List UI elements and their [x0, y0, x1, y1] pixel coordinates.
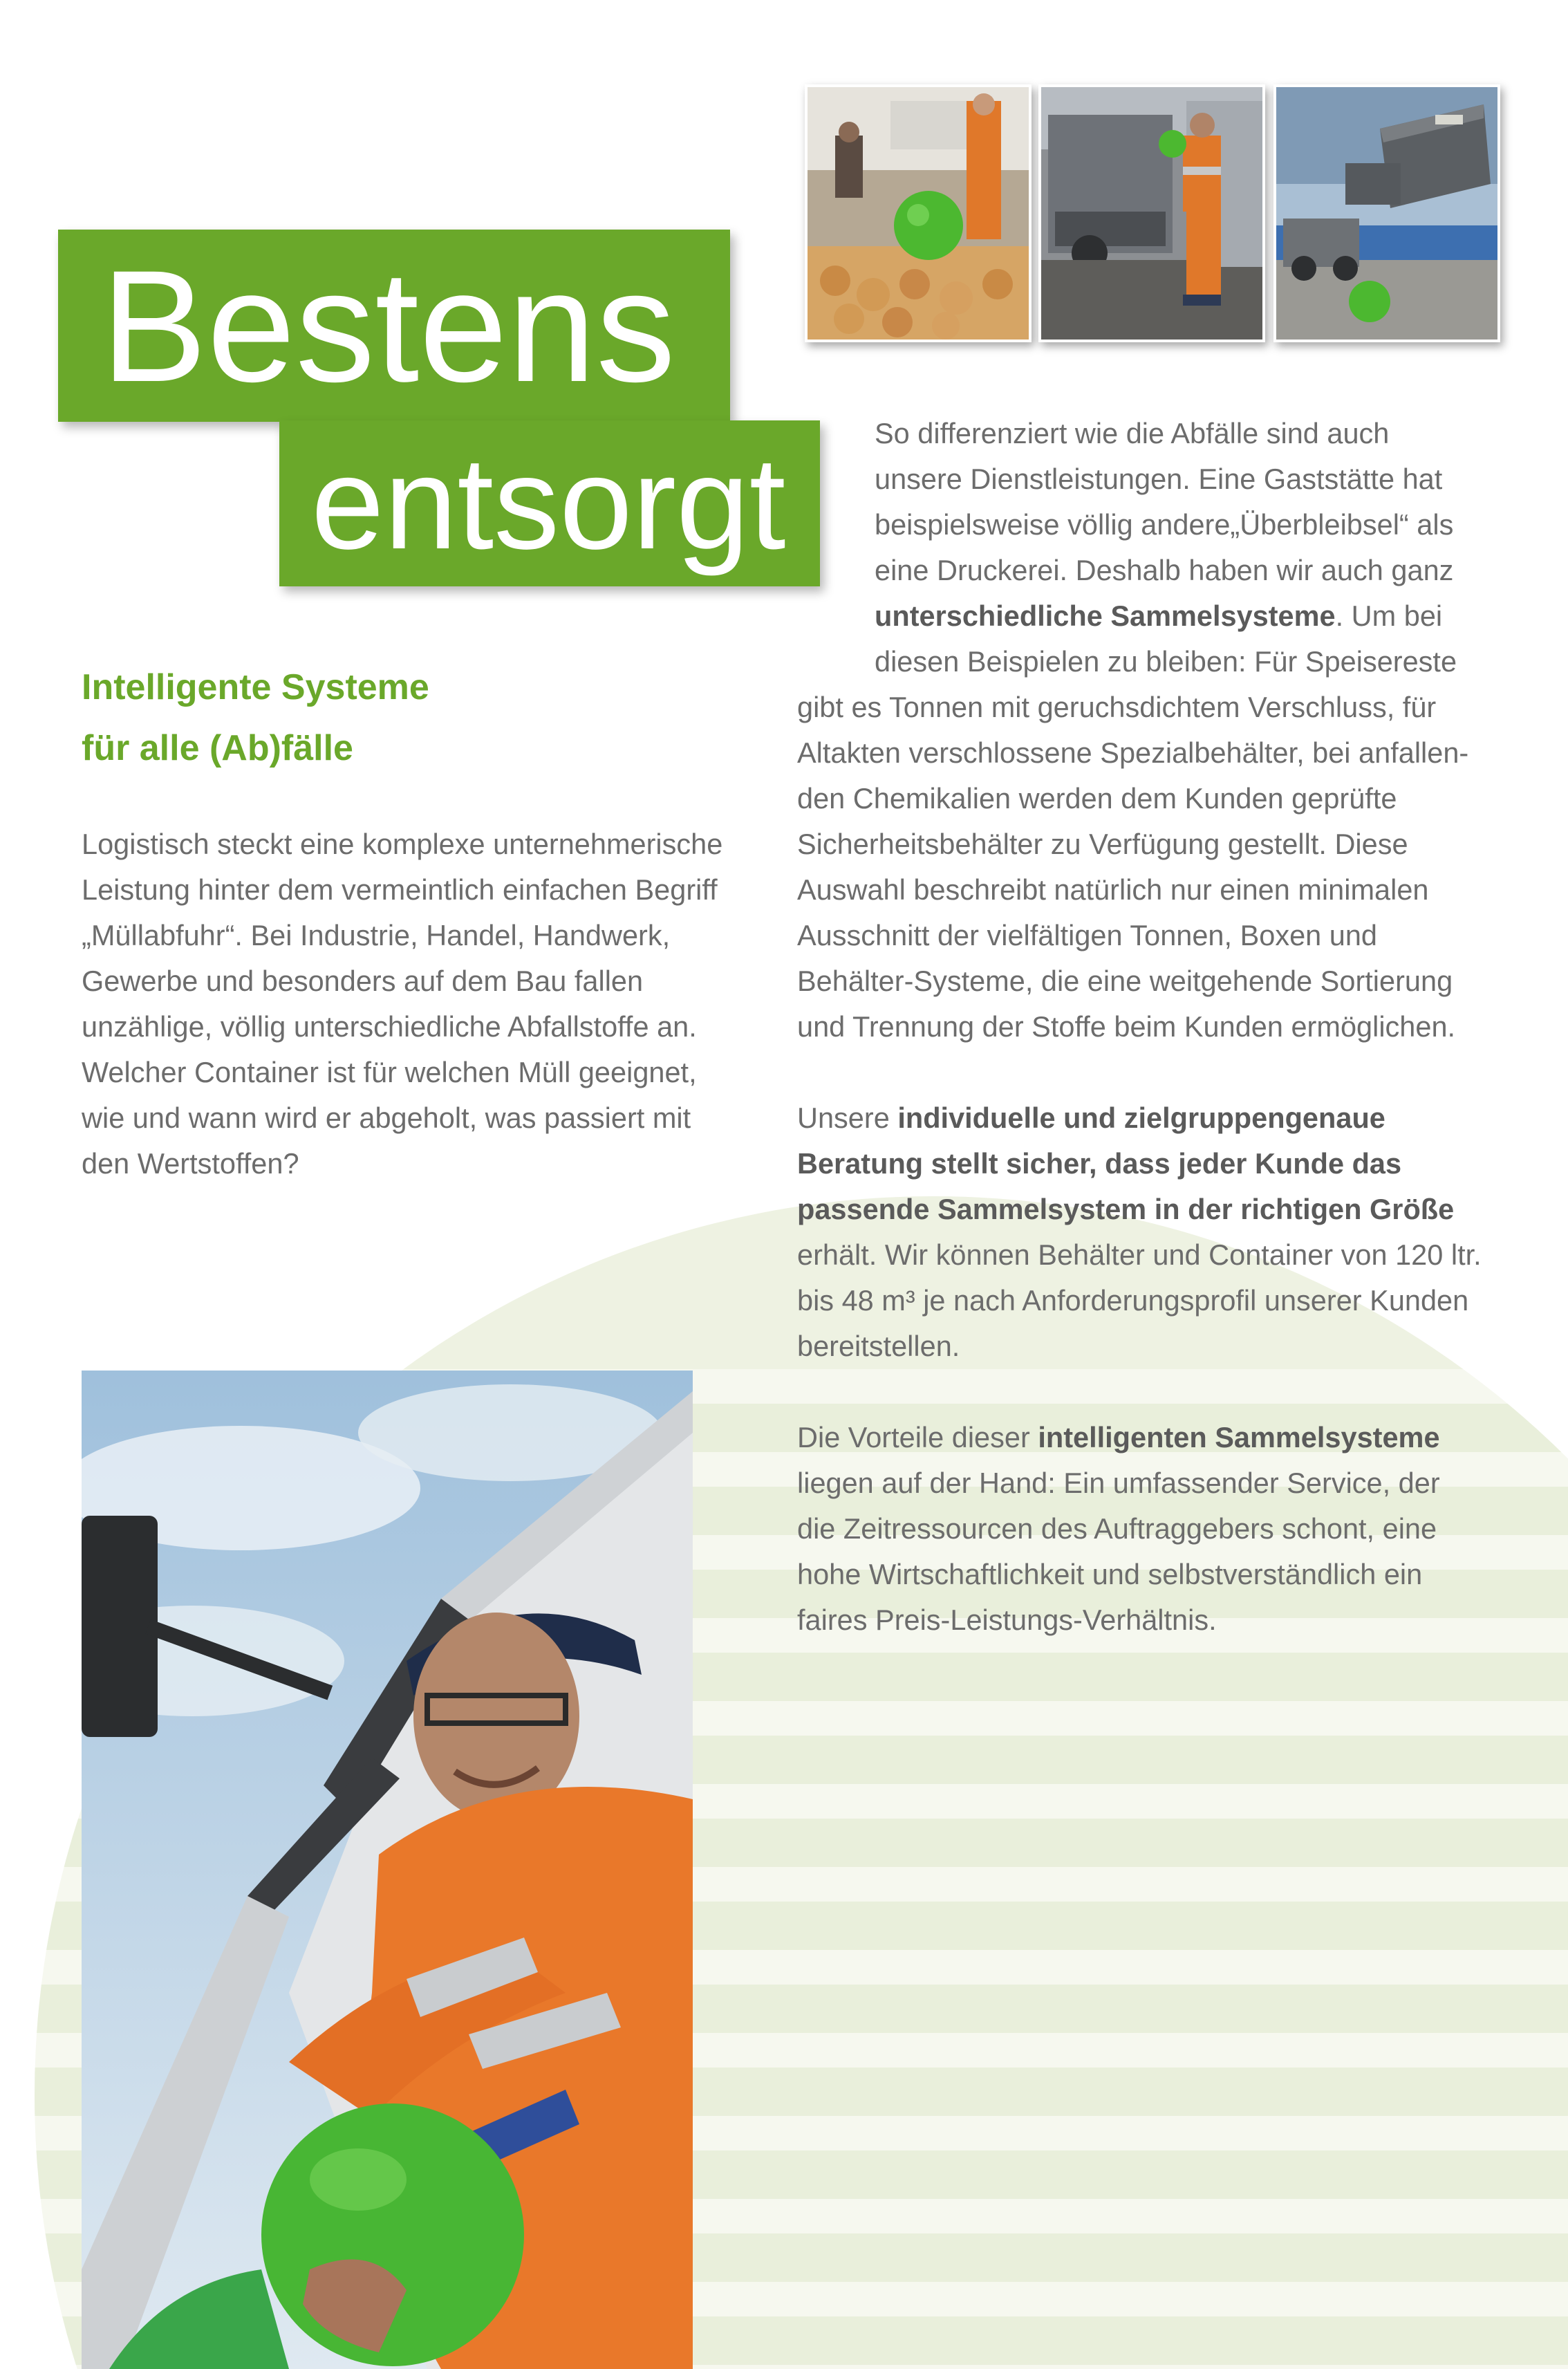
text-line: und Trennung der Stoffe beim Kunden ermöglichen.	[797, 1010, 1456, 1043]
paragraph-services	[797, 411, 1502, 1050]
text-line: diesen Beispielen zu bleiben: Für Speisereste	[875, 645, 1457, 678]
intro-paragraph	[82, 821, 745, 1187]
text-line: die Zeitressourcen des Auftraggebers schont, eine	[797, 1512, 1437, 1545]
main-article-text	[797, 411, 1502, 1643]
text-line: Behälter-Systeme, die eine weitgehende Sortierung	[797, 965, 1453, 997]
subheading	[82, 657, 704, 779]
text-line: den Chemikalien werden dem Kunden geprüfte	[797, 782, 1397, 815]
text-line: bis 48 m³ je nach Anforderungsprofil unserer Kunden	[797, 1284, 1469, 1317]
text-line: „Müllabfuhr“. Bei Industrie, Handel, Handwerk,	[82, 919, 671, 951]
text-span: Unsere	[797, 1102, 898, 1134]
text-line: Leistung hinter dem vermeintlich einfachen Begriff	[82, 873, 718, 906]
text-line: Ausschnitt der vielfältigen Tonnen, Boxen und	[797, 919, 1378, 951]
paragraph-consulting	[797, 1095, 1502, 1369]
text-line: Welcher Container ist für welchen Müll geeignet,	[82, 1056, 697, 1088]
text-line: erhält. Wir können Behälter und Container von 120 ltr.	[797, 1238, 1482, 1271]
paragraph-advantages	[797, 1415, 1502, 1643]
text-line: Logistisch steckt eine komplexe unternehmerische	[82, 828, 723, 860]
text-span: Die Vorteile dieser	[797, 1421, 1038, 1453]
text-line	[797, 593, 1502, 639]
photo-worker-in-truck	[82, 1371, 693, 2369]
text-line: wie und wann wird er abgeholt, was passiert mit	[82, 1102, 691, 1134]
text-line: eine Druckerei. Deshalb haben wir auch ganz	[875, 554, 1454, 586]
text-line: beispielsweise völlig andere„Überbleibsel“ als	[875, 508, 1454, 541]
text-line: faires Preis-Leistungs-Verhältnis.	[797, 1604, 1217, 1636]
headline-line-1: Bestens	[58, 230, 730, 422]
headline-line-2: entsorgt	[279, 420, 820, 586]
bold-phrase: intelligenten Sammelsysteme	[1038, 1421, 1440, 1453]
photo-bakery-thumbnail	[805, 84, 1032, 342]
subheading-line-2: für alle (Ab)fälle	[82, 728, 353, 768]
text-line: hohe Wirtschaftlichkeit und selbstverständlich ein	[797, 1558, 1423, 1590]
text-line	[797, 1095, 1502, 1141]
text-line: unsere Dienstleistungen. Eine Gaststätte hat	[875, 463, 1443, 495]
photo-worker-truck-thumbnail	[1038, 84, 1265, 342]
subheading-line-1: Intelligente Systeme	[82, 667, 429, 707]
text-span: . Um bei	[1335, 600, 1443, 632]
text-line: unzählige, völlig unterschiedliche Abfallstoffe an.	[82, 1010, 697, 1043]
text-line: Auswahl beschreibt natürlich nur einen minimalen	[797, 873, 1429, 906]
text-line: Altakten verschlossene Spezialbehälter, bei anfallen-	[797, 736, 1469, 769]
text-line	[797, 1141, 1502, 1187]
bold-phrase: Beratung stellt sicher, dass jeder Kunde das	[797, 1147, 1402, 1180]
bold-phrase: passende Sammelsystem in der richtigen Größe	[797, 1193, 1455, 1225]
text-line: liegen auf der Hand: Ein umfassender Service, der	[797, 1467, 1440, 1499]
text-line: gibt es Tonnen mit geruchsdichtem Verschluss, für	[797, 691, 1437, 723]
text-line: bereitstellen.	[797, 1330, 960, 1362]
text-line: Gewerbe und besonders auf dem Bau fallen	[82, 965, 644, 997]
bold-phrase: unterschiedliche Sammelsysteme	[875, 600, 1336, 632]
text-line	[797, 1187, 1502, 1232]
text-line: So differenziert wie die Abfälle sind auch	[875, 417, 1390, 449]
text-line: den Wertstoffen?	[82, 1147, 299, 1180]
photo-container-truck-thumbnail	[1273, 84, 1500, 342]
text-line	[797, 1415, 1502, 1460]
text-line: Sicherheitsbehälter zu Verfügung gestellt. Diese	[797, 828, 1408, 860]
bold-phrase: individuelle und zielgruppengenaue	[897, 1102, 1385, 1134]
